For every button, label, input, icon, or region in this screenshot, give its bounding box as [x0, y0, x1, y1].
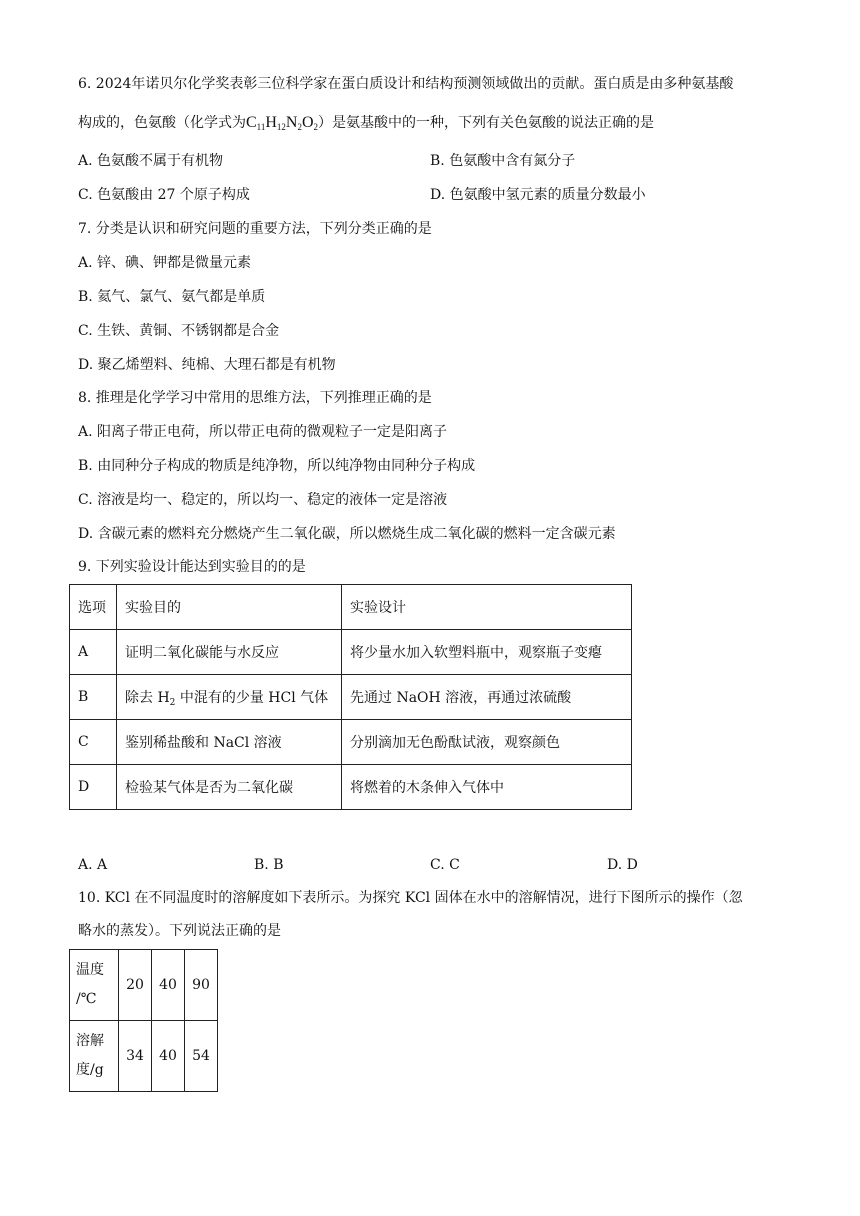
row-design: 将燃着的木条伸入气体中: [342, 765, 632, 810]
q7-option-b: B. 氦气、氯气、氨气都是单质: [78, 289, 266, 305]
row-option: B: [70, 675, 117, 720]
q9-option-a: A. A: [78, 857, 108, 873]
formula-h: H: [265, 114, 277, 131]
row-design: 分别滴加无色酚酞试液，观察颜色: [342, 720, 632, 765]
solubility-unit-text: 度/g: [76, 1062, 104, 1078]
q7-option-d: D. 聚乙烯塑料、纯棉、大理石都是有机物: [78, 357, 336, 373]
temperature-unit-text: /℃: [76, 991, 97, 1007]
q6-stem-line2: [78, 113, 654, 137]
solubility-label-text: 溶解: [76, 1033, 104, 1049]
table-row: [70, 950, 218, 1021]
temperature-label: [70, 950, 119, 1021]
q6-option-c: C. 色氨酸由 27 个原子构成: [78, 187, 250, 203]
purpose-text: 中混有的少量 HCl 气体: [175, 689, 329, 706]
q6-option-d: D. 色氨酸中氢元素的质量分数最小: [430, 187, 646, 203]
formula-o: O: [301, 114, 314, 131]
q7-stem: 7. 分类是认识和研究问题的重要方法，下列分类正确的是: [78, 221, 432, 237]
row-design: 先通过 NaOH 溶液，再通过浓硫酸: [342, 675, 632, 720]
row-option: A: [70, 630, 117, 675]
temperature-label-text: 温度: [76, 962, 104, 978]
tryptophan-formula: [246, 114, 318, 131]
formula-n-count: 2: [297, 122, 302, 132]
row-option: D: [70, 765, 117, 810]
q8-option-a: A. 阳离子带正电荷，所以带正电荷的微观粒子一定是阳离子: [78, 424, 448, 440]
q8-option-c: C. 溶液是均一、稳定的，所以均一、稳定的液体一定是溶液: [78, 492, 448, 508]
q6-stem-line2-pre: 构成的，色氨酸（化学式为: [78, 115, 246, 131]
header-design: 实验设计: [342, 585, 632, 630]
row-purpose: 鉴别稀盐酸和 NaCl 溶液: [117, 720, 342, 765]
q9-stem: 9. 下列实验设计能达到实验目的的是: [78, 559, 306, 575]
q10-stem-line1: 10. KCl 在不同温度时的溶解度如下表所示。为探究 KCl 固体在水中的溶解情况，进行下图所示的操作（忽: [78, 890, 743, 906]
header-purpose: 实验目的: [117, 585, 342, 630]
q8-option-b: B. 由同种分子构成的物质是纯净物，所以纯净物由同种分子构成: [78, 458, 476, 474]
row-purpose: 检验某气体是否为二氧化碳: [117, 765, 342, 810]
formula-h-count: 12: [276, 122, 286, 132]
table-header-row: [70, 585, 632, 630]
row-option: C: [70, 720, 117, 765]
q7-option-a: A. 锌、碘、钾都是微量元素: [78, 255, 252, 271]
formula-n: N: [285, 114, 298, 131]
formula-c-count: 11: [256, 122, 266, 132]
kcl-solubility-table: [69, 949, 218, 1092]
q8-option-d: D. 含碳元素的燃料充分燃烧产生二氧化碳，所以燃烧生成二氧化碳的燃料一定含碳元素: [78, 526, 616, 542]
q10-stem-line2: 略水的蒸发）。下列说法正确的是: [78, 923, 281, 939]
q9-option-b: B. B: [254, 857, 284, 873]
table-row: [70, 765, 632, 810]
solubility-value: 54: [185, 1021, 218, 1092]
q9-option-c: C. C: [430, 857, 460, 873]
q9-option-d: D. D: [607, 857, 638, 873]
solubility-label: [70, 1021, 119, 1092]
purpose-text: 除去 H: [125, 689, 170, 706]
q8-stem: 8. 推理是化学学习中常用的思维方法，下列推理正确的是: [78, 390, 432, 406]
table-row: [70, 720, 632, 765]
q6-stem-line2-post: ）是氨基酸中的一种，下列有关色氨酸的说法正确的是: [318, 115, 655, 131]
row-design: 将少量水加入软塑料瓶中，观察瓶子变瘪: [342, 630, 632, 675]
temperature-value: 90: [185, 950, 218, 1021]
q6-option-a: A. 色氨酸不属于有机物: [78, 153, 224, 169]
q6-option-b: B. 色氨酸中含有氮分子: [430, 153, 576, 169]
table-row: [70, 630, 632, 675]
table-row: [70, 1021, 218, 1092]
q9-experiment-table: [69, 584, 632, 810]
q6-stem-line1: 6. 2024年诺贝尔化学奖表彰三位科学家在蛋白质设计和结构预测领域做出的贡献。蛋白质是由多种氨基酸: [78, 76, 734, 92]
solubility-value: 40: [152, 1021, 185, 1092]
solubility-value: 34: [119, 1021, 152, 1092]
temperature-value: 40: [152, 950, 185, 1021]
formula-o-count: 2: [313, 122, 319, 132]
h2-subscript: 2: [169, 697, 176, 708]
row-purpose: 证明二氧化碳能与水反应: [117, 630, 342, 675]
header-option: 选项: [70, 585, 117, 630]
temperature-value: 20: [119, 950, 152, 1021]
table-row: [70, 675, 632, 720]
row-purpose: [117, 675, 342, 720]
q7-option-c: C. 生铁、黄铜、不锈钢都是合金: [78, 323, 280, 339]
formula-c: C: [246, 114, 257, 131]
